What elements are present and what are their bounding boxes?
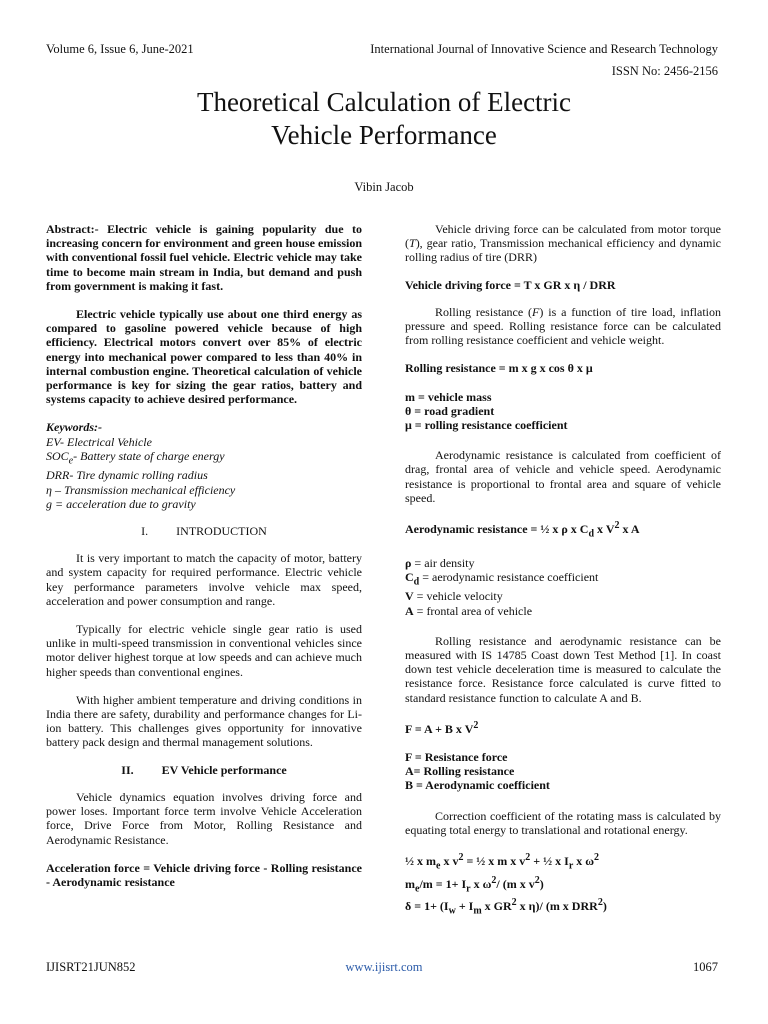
a-desc: = frontal area of vehicle [413,603,533,618]
keyword-drr: DRR- Tire dynamic rolling radius [46,468,208,483]
keyword-soc [46,449,362,469]
eq-part: / (m x v [496,876,535,891]
eq-sub: e [436,860,441,872]
def-aero-b: B = Aerodynamic coefficient [405,778,550,793]
left-column [46,222,362,889]
aero-formula-part: x A [619,522,640,537]
force-symbol: F [532,304,540,319]
abstract-para-1: Abstract:- Electric vehicle is gaining popularity due to increasing concern for environment and green house emission with conventional fossil fuel vehicle. Electric vehicle may take time to become main stream in India, but demand and push from government is making it fast. [46,222,362,293]
v-desc: = vehicle velocity [413,589,503,604]
resistance-function-formula [405,719,721,736]
keyword-g: g = acceleration due to gravity [46,496,196,511]
eq-sub: r [568,860,574,872]
abstract-para-2: Electric vehicle typically use about one third energy as compared to gasoline powered vehicle because of high efficiency. Electrical motors convert over 85% of electric energy into mechanical power compared to less than 40% in internal combustion engine. Theoretical calculation of vehicle performance is key for sizing the gear ratios, battery and systems capacity to achieve desired performance. [46,307,362,407]
eq-part: x v [440,854,459,869]
eq-sup: 2 [597,897,603,909]
title-line-1: Theoretical Calculation of Electric [196,87,572,117]
rho-desc: = air density [411,555,475,570]
section-title: EV Vehicle performance [161,762,287,777]
v-symbol: V [405,589,414,604]
driving-text-a: Vehicle driving force can be calculated from motor torque ( [405,222,721,251]
cd-symbol [405,569,420,588]
footer-website-link[interactable]: www.ijisrt.com [345,960,423,974]
torque-symbol: T [409,236,416,251]
def-mu: μ = rolling resistance coefficient [405,418,568,433]
def-theta: θ = road gradient [405,403,495,418]
cd-desc: = aerodynamic resistance coefficient [419,569,599,584]
section-heading-introduction [46,524,362,538]
aero-formula-part: x V [594,522,615,537]
eq-sup: 2 [491,874,497,886]
energy-equation-2 [405,874,721,897]
keyword-eta: η – Transmission mechanical efficiency [46,482,236,497]
energy-equation-3 [405,896,721,919]
keyword-soc-abbr: SOC [46,448,69,463]
eq-part: x ω [573,854,595,869]
aero-formula-part: Aerodynamic resistance = ½ x ρ x C [405,522,589,537]
cd-letter: C [405,569,414,584]
driving-force-para [405,222,721,265]
eq-part: δ = 1+ (I [405,899,449,914]
intro-para-3: With higher ambient temperature and driving conditions in India there are safety, durability and performance changes for Li-ion battery. This challenges gives opportunity for innovative battery pack design and thermal management solutions. [46,692,362,750]
eq-part: m [405,876,415,891]
eq-sub: m [473,905,482,917]
eq-part: x η)/ (m x DRR [516,899,598,914]
f-formula-part: F = A + B x V [405,721,474,736]
def-f: F = Resistance force [405,750,508,765]
def-cd [405,570,721,590]
energy-equation-1 [405,851,721,874]
header-journal: International Journal of Innovative Science and Research Technology [370,42,718,56]
section-title: INTRODUCTION [176,524,267,539]
acceleration-formula: Acceleration force = Vehicle driving force - Rolling resistance - Aerodynamic resistance [46,860,362,889]
cd-sub: d [413,576,420,588]
intro-para-2: Typically for electric vehicle single gear ratio is used unlike in multi-speed transmission in conventional vehicles since motor deliver highest torque at low speeds and can achieve much higher speeds than conventional engines. [46,622,362,679]
rolling-resistance-para [405,305,721,348]
header-issn: ISSN No: 2456-2156 [611,64,718,78]
author: Vibin Jacob [354,180,414,194]
header-volume: Volume 6, Issue 6, June-2021 [46,42,194,56]
aero-formula-sup: 2 [614,520,620,532]
keyword-ev: EV- Electrical Vehicle [46,434,152,449]
title-line-2: Vehicle Performance [271,120,497,150]
coast-down-para: Rolling resistance and aerodynamic resistance can be measured with IS 14785 Coast down Test Method [1]. In coast down test vehicle deceleration time is measured to calculate the resistance force. Resistance force calculated is curve fitted to standard resistance function to calculate A and B. [405,633,721,705]
keywords-title: Keywords:- [46,420,102,435]
keyword-soc-sub: e [68,455,74,467]
eq-sub: e [415,883,420,895]
section-number: I. [141,524,149,539]
paper-title [0,86,768,152]
def-a [405,604,721,618]
eq-part: + ½ x I [530,854,569,869]
intro-para-1: It is very important to match the capacity of motor, battery and system capacity for required performance. Electric vehicle key performance parameters involve vehicle max speed, acceleration and power consumption and range. [46,551,362,608]
eq-sup: 2 [594,852,600,864]
footer-page-number: 1067 [693,960,718,974]
driving-text-b: ), gear ratio, Transmission mechanical efficiency and dynamic rolling radius of tire (DRR) [405,236,721,265]
def-rho [405,556,721,570]
a-symbol: A [405,603,414,618]
driving-force-formula: Vehicle driving force = T x GR x η / DRR [405,277,616,292]
f-formula-sup: 2 [473,719,479,731]
rolling-text-b: ) is a function of tire load, inflation pressure and speed. Rolling resistance force can be calculated from rolling resistance coefficient and vehicle weight. [405,304,721,348]
keyword-soc-desc: - Battery state of charge energy [73,448,225,463]
def-v [405,589,721,603]
rho-symbol: ρ [405,555,412,570]
def-rolling-a: A= Rolling resistance [405,764,515,779]
eq-sup: 2 [511,897,517,909]
correction-para: Correction coefficient of the rotating mass is calculated by equating total energy to translational and rotational energy. [405,808,721,837]
eq-sup: 2 [534,874,540,886]
eq-part: ½ x m [405,854,436,869]
right-column [405,222,721,919]
eq-sup: 2 [458,852,464,864]
aerodynamic-para: Aerodynamic resistance is calculated from coefficient of drag, frontal area of vehicle and vehicle speed. Aerodynamic resistance is proportional to frontal area and square of vehicle speed. [405,448,721,505]
eq-sup: 2 [525,852,531,864]
aerodynamic-formula [405,519,721,542]
eq-part: ) [539,876,544,891]
eq-part: /m = 1+ I [419,876,467,891]
eq-sub: r [466,883,471,895]
rolling-text-a: Rolling resistance ( [435,304,533,319]
section-heading-ev-performance [46,763,362,777]
eq-part: = ½ x m x v [463,854,526,869]
performance-para: Vehicle dynamics equation involves driving force and power loses. Important force term involve Vehicle Acceleration force, Drive Force from Motor, Rolling Resistance and Aerodynamic Resistance. [46,789,362,847]
eq-sub: w [448,905,456,917]
section-number: II. [121,762,134,777]
footer-paper-code: IJISRT21JUN852 [46,960,136,974]
eq-part: ) [602,899,607,914]
eq-part: + I [455,899,474,914]
eq-part: x ω [470,876,492,891]
eq-part: x GR [481,899,512,914]
rolling-resistance-formula: Rolling resistance = m x g x cos θ x μ [405,361,593,376]
aero-formula-sub: d [588,528,595,540]
def-mass: m = vehicle mass [405,389,492,404]
